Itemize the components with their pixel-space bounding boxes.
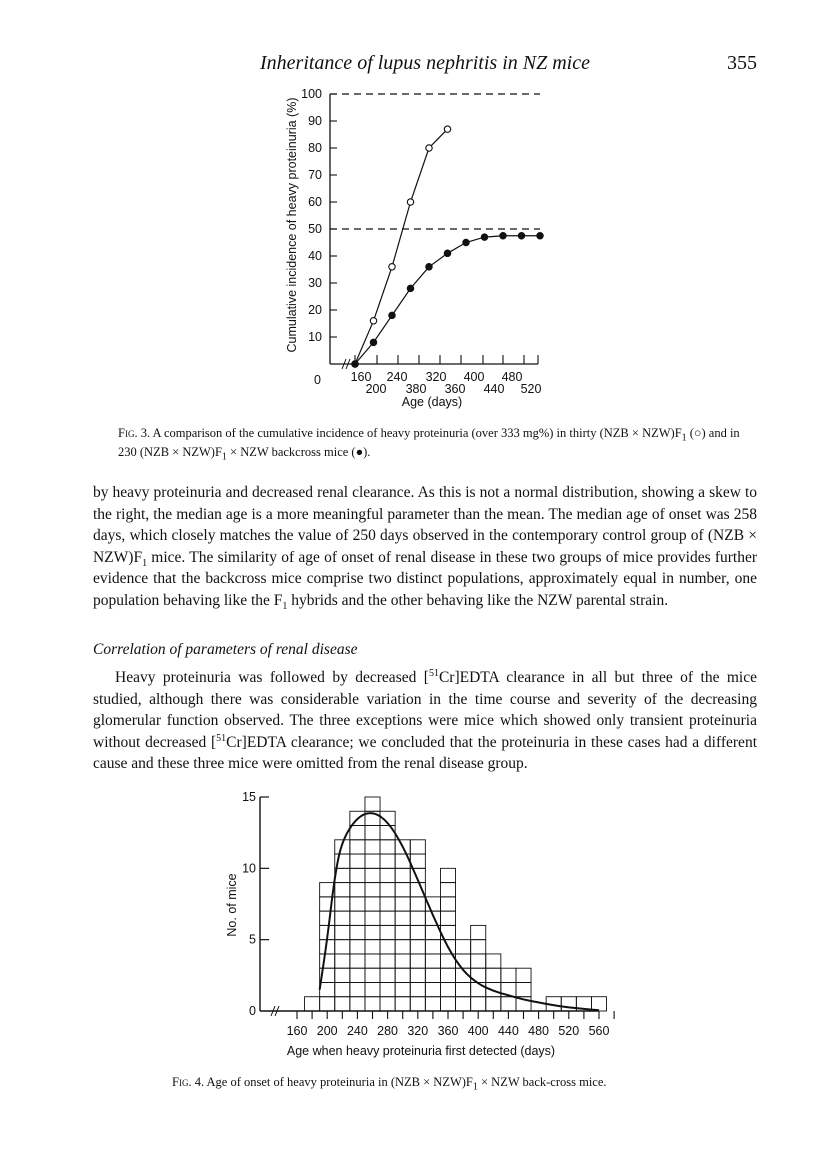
- fig3-point-open: [426, 145, 432, 151]
- fig4-histogram-cell: [335, 968, 350, 982]
- fig4-histogram-cell: [305, 997, 320, 1011]
- fig4-histogram-cell: [365, 826, 380, 840]
- fig4-y-tick-label: 15: [242, 790, 256, 804]
- fig4-histogram-cell: [350, 982, 365, 996]
- fig4-histogram-cell: [516, 968, 531, 982]
- fig4-caption-text-2: × NZW back-cross mice.: [477, 1075, 607, 1089]
- fig4-histogram-cell: [440, 911, 455, 925]
- fig4-histogram-cell: [350, 826, 365, 840]
- fig4-histogram-cell: [471, 925, 486, 939]
- fig3-x-tick-label-upper: 400: [463, 370, 485, 384]
- fig4-histogram-cell: [380, 997, 395, 1011]
- fig4-histogram-cell: [350, 883, 365, 897]
- fig4-histogram-cell: [365, 911, 380, 925]
- fig4-x-tick-label: 360: [437, 1024, 459, 1038]
- figure-4-chart: [0, 780, 816, 1070]
- fig3-point-filled: [518, 233, 524, 239]
- fig4-histogram-cell: [410, 897, 425, 911]
- fig4-x-tick-label: 200: [316, 1024, 338, 1038]
- fig4-histogram-cell: [516, 982, 531, 996]
- fig4-histogram-cell: [486, 954, 501, 968]
- fig3-series-open-line: [355, 129, 448, 364]
- fig4-histogram-cell: [365, 868, 380, 882]
- fig4-histogram-cell: [395, 911, 410, 925]
- fig4-histogram-cell: [440, 897, 455, 911]
- fig4-histogram-cell: [350, 911, 365, 925]
- fig4-histogram-cell: [440, 883, 455, 897]
- fig4-histogram-cell: [410, 940, 425, 954]
- fig3-x-axis-label: Age (days): [401, 395, 463, 409]
- fig3-x-tick-label-lower: 520: [520, 382, 542, 396]
- fig4-x-tick-label: 160: [286, 1024, 308, 1038]
- fig4-caption-text-1: Age of onset of heavy proteinuria in (NZB × NZW)F: [204, 1075, 473, 1089]
- fig4-histogram-cell: [365, 997, 380, 1011]
- fig4-caption-label: Fig. 4.: [172, 1075, 205, 1089]
- fig3-point-filled: [444, 250, 450, 256]
- fig4-histogram-cell: [320, 911, 335, 925]
- fig4-histogram-cell: [380, 854, 395, 868]
- fig3-point-filled: [537, 233, 543, 239]
- fig4-histogram-cell: [425, 940, 440, 954]
- fig4-histogram-cell: [335, 911, 350, 925]
- fig4-histogram-cell: [350, 954, 365, 968]
- fig4-histogram-cell: [395, 982, 410, 996]
- fig4-histogram-cell: [380, 883, 395, 897]
- section-heading: Correlation of parameters of renal disease: [93, 641, 358, 658]
- fig4-histogram-cell: [410, 968, 425, 982]
- running-head: [0, 52, 816, 82]
- fig3-y-tick-label: 90: [308, 114, 322, 128]
- fig4-histogram-cell: [350, 925, 365, 939]
- fig4-histogram-cell: [456, 997, 471, 1011]
- fig3-y-tick-label: 30: [308, 276, 322, 290]
- fig3-axes: [330, 94, 538, 369]
- fig4-histogram-cell: [365, 968, 380, 982]
- fig4-fitted-curve: [320, 813, 599, 1010]
- fig3-x-tick-label-upper: 480: [501, 370, 523, 384]
- fig4-histogram-cell: [486, 968, 501, 982]
- fig3-caption-sub-1: 1: [681, 432, 687, 444]
- fig3-y-tick-label: 20: [308, 303, 322, 317]
- fig3-point-filled: [463, 239, 469, 245]
- fig3-y-tick-label: 70: [308, 168, 322, 182]
- fig4-histogram-cell: [350, 868, 365, 882]
- fig3-x-tick-label-upper: 160: [350, 370, 372, 384]
- fig4-histogram-cell: [350, 997, 365, 1011]
- paragraph-1: [93, 482, 757, 612]
- fig3-y-tick-label: 50: [308, 222, 322, 236]
- fig3-caption-label: Fig. 3.: [118, 426, 151, 440]
- fig4-histogram-cell: [471, 954, 486, 968]
- paragraph-2-sup-2: 51: [216, 732, 227, 744]
- fig4-histogram-cell: [380, 840, 395, 854]
- paragraph-2-sup-1: 51: [428, 667, 439, 679]
- fig4-histogram-cell: [456, 982, 471, 996]
- fig4-histogram-cell: [410, 925, 425, 939]
- fig4-histogram-cell: [440, 868, 455, 882]
- fig4-histogram-cell: [410, 997, 425, 1011]
- fig3-x-tick-label-upper: 240: [386, 370, 408, 384]
- fig4-x-tick-label: 320: [407, 1024, 429, 1038]
- fig4-histogram-cell: [320, 997, 335, 1011]
- fig4-histogram-cell: [335, 940, 350, 954]
- fig3-y-tick-label: 0: [314, 373, 321, 387]
- fig4-histogram-cell: [335, 925, 350, 939]
- fig3-x-tick-label-lower: 200: [365, 382, 387, 396]
- fig4-histogram-cell: [395, 940, 410, 954]
- fig3-caption-text-3: × NZW backcross mice (●).: [226, 445, 371, 459]
- fig4-x-tick-label: 560: [588, 1024, 610, 1038]
- fig4-histogram-cell: [501, 968, 516, 982]
- fig4-histogram-cell: [380, 954, 395, 968]
- fig4-x-tick-label: 520: [558, 1024, 580, 1038]
- fig4-histogram-cell: [395, 925, 410, 939]
- fig4-histogram-cell: [425, 954, 440, 968]
- fig4-histogram-cell: [440, 968, 455, 982]
- fig4-histogram-cell: [380, 897, 395, 911]
- fig4-histogram-cell: [395, 868, 410, 882]
- fig4-histogram-cell: [425, 997, 440, 1011]
- fig3-point-filled: [389, 312, 395, 318]
- paragraph-2-text-1: Heavy proteinuria was followed by decreased [: [115, 669, 429, 686]
- fig4-curve: [320, 813, 599, 1010]
- paragraph-2: [93, 667, 757, 775]
- fig4-histogram-cell: [471, 982, 486, 996]
- fig3-point-filled: [426, 264, 432, 270]
- fig4-histogram-cell: [380, 826, 395, 840]
- running-title: Inheritance of lupus nephritis in NZ mice: [260, 52, 590, 74]
- fig4-histogram-cell: [365, 897, 380, 911]
- paragraph-1-text-2: mice. The similarity of age of onset of renal disease in these two groups of mice provides further evidence that the backcross mice comprise two distinct populations, approximately equal in number, one population behaving like the F: [93, 548, 757, 609]
- page-number: 355: [727, 52, 757, 74]
- fig4-histogram-cell: [335, 897, 350, 911]
- fig4-x-tick-label: 400: [467, 1024, 489, 1038]
- fig4-labels: [225, 790, 609, 1058]
- fig4-y-tick-label: 5: [249, 932, 256, 947]
- figure-3-chart: [0, 80, 816, 410]
- paragraph-1-sub-2: 1: [282, 601, 288, 613]
- fig3-reference-lines: [330, 94, 540, 229]
- fig4-histogram-cell: [365, 854, 380, 868]
- fig3-caption-text-1: A comparison of the cumulative incidence of heavy proteinuria (over 333 mg%) in thirty (NZB × NZW)F: [150, 426, 682, 440]
- fig3-point-filled: [481, 234, 487, 240]
- paragraph-1-text-3: hybrids and the other behaving like the NZW parental strain.: [287, 591, 669, 609]
- fig3-caption-text-2: (○) and in 230 (NZB × NZW)F: [118, 426, 740, 459]
- fig4-histogram-cell: [380, 868, 395, 882]
- fig4-histogram-cell: [410, 954, 425, 968]
- fig4-histogram-cell: [380, 940, 395, 954]
- fig4-histogram-cell: [320, 982, 335, 996]
- fig3-point-filled: [352, 361, 358, 367]
- fig3-point-open: [389, 264, 395, 270]
- fig4-histogram-cell: [440, 982, 455, 996]
- fig4-x-tick-label: 240: [346, 1024, 368, 1038]
- fig4-caption-sub-1: 1: [472, 1081, 478, 1093]
- fig4-histogram-cell: [365, 797, 380, 811]
- fig3-point-filled: [500, 233, 506, 239]
- fig4-histogram-cell: [395, 997, 410, 1011]
- fig3-caption-sub-2: 1: [221, 451, 227, 463]
- figure-4-caption: [172, 1073, 732, 1092]
- fig4-histogram-cell: [410, 911, 425, 925]
- fig4-histogram-cell: [486, 997, 501, 1011]
- fig3-x-tick-label-lower: 380: [405, 382, 427, 396]
- fig3-y-tick-label: 10: [308, 330, 322, 344]
- fig3-y-tick-label: 60: [308, 195, 322, 209]
- fig4-histogram-cell: [456, 954, 471, 968]
- fig4-histogram-cell: [335, 954, 350, 968]
- fig4-x-tick-label: 440: [497, 1024, 519, 1038]
- fig4-histogram-cell: [365, 883, 380, 897]
- fig4-histogram-cell: [471, 940, 486, 954]
- fig4-histogram-cell: [350, 968, 365, 982]
- fig4-histogram-cell: [395, 968, 410, 982]
- paragraph-2-text-2: Cr]EDTA clearance in all but three of the mice studied, although there was considerable variation in the time course and severity of the decreasing glomerular function observed. The three exceptions were mice which showed only transient proteinuria without decreased [: [93, 669, 757, 751]
- fig4-histogram-cell: [395, 883, 410, 897]
- fig4-histogram-cell: [471, 997, 486, 1011]
- fig4-histogram-cell: [395, 954, 410, 968]
- fig4-y-tick-label: 10: [242, 861, 256, 876]
- fig4-histogram-cell: [320, 954, 335, 968]
- fig4-histogram-cell: [501, 997, 516, 1011]
- fig4-histogram-cell: [335, 883, 350, 897]
- fig4-x-axis-label: Age when heavy proteinuria first detected (days): [286, 1044, 556, 1058]
- fig3-y-tick-label: 100: [301, 87, 322, 101]
- fig4-histogram-cell: [350, 940, 365, 954]
- fig4-histogram-cell: [365, 940, 380, 954]
- fig4-histogram-cell: [425, 968, 440, 982]
- fig3-point-open: [444, 126, 450, 132]
- fig4-histogram-cell: [365, 982, 380, 996]
- fig4-x-tick-label: 480: [528, 1024, 550, 1038]
- fig4-histogram-cell: [410, 982, 425, 996]
- fig4-histogram-cell: [335, 997, 350, 1011]
- fig4-histogram-cell: [365, 840, 380, 854]
- paragraph-2-text-3: Cr]EDTA clearance; we concluded that the proteinuria in these cases had a different cause and these three mice were omitted from the renal disease group.: [93, 733, 757, 773]
- fig3-x-tick-label-lower: 440: [483, 382, 505, 396]
- fig4-y-tick-label: 0: [249, 1004, 256, 1018]
- fig4-histogram-cell: [456, 940, 471, 954]
- fig4-y-axis-label: No. of mice: [225, 873, 239, 937]
- fig3-point-open: [370, 318, 376, 324]
- fig4-histogram-cell: [335, 982, 350, 996]
- fig4-histogram-cell: [425, 982, 440, 996]
- fig3-point-open: [407, 199, 413, 205]
- paragraph-1-sub-1: 1: [142, 557, 148, 569]
- fig3-y-tick-label: 40: [308, 249, 322, 263]
- fig4-histogram-cell: [380, 925, 395, 939]
- fig4-histogram-cell: [380, 911, 395, 925]
- fig3-y-axis-label: Cumulative incidence of heavy proteinuria (%): [285, 97, 299, 353]
- fig4-histogram-cell: [365, 954, 380, 968]
- figure-3-caption: [118, 424, 758, 462]
- fig3-point-filled: [407, 285, 413, 291]
- fig3-series: [352, 126, 543, 367]
- fig4-histogram-cell: [410, 840, 425, 854]
- fig4-histogram-cell: [440, 997, 455, 1011]
- fig4-histogram-cell: [350, 897, 365, 911]
- fig4-histogram-cell: [350, 840, 365, 854]
- fig4-histogram-cell: [395, 897, 410, 911]
- fig4-histogram-cell: [380, 968, 395, 982]
- paragraph-1-text-1: by heavy proteinuria and decreased renal clearance. As this is not a normal distribution, showing a skew to the right, the median age is a more meaningful parameter than the mean. The median age of onset was 258 days, which closely matches the value of 250 days observed in the contemporary control group of (NZB × NZW)F: [93, 484, 757, 566]
- fig4-histogram-cell: [350, 854, 365, 868]
- fig4-histogram-cell: [486, 982, 501, 996]
- fig3-x-tick-label-lower: 360: [444, 382, 466, 396]
- fig4-histogram-cell: [365, 925, 380, 939]
- fig4-axes: [260, 797, 614, 1019]
- fig4-histogram-cell: [380, 982, 395, 996]
- fig3-point-filled: [370, 339, 376, 345]
- fig3-y-tick-label: 80: [308, 141, 322, 155]
- fig3-x-tick-label-upper: 320: [425, 370, 447, 384]
- fig4-x-tick-label: 280: [377, 1024, 399, 1038]
